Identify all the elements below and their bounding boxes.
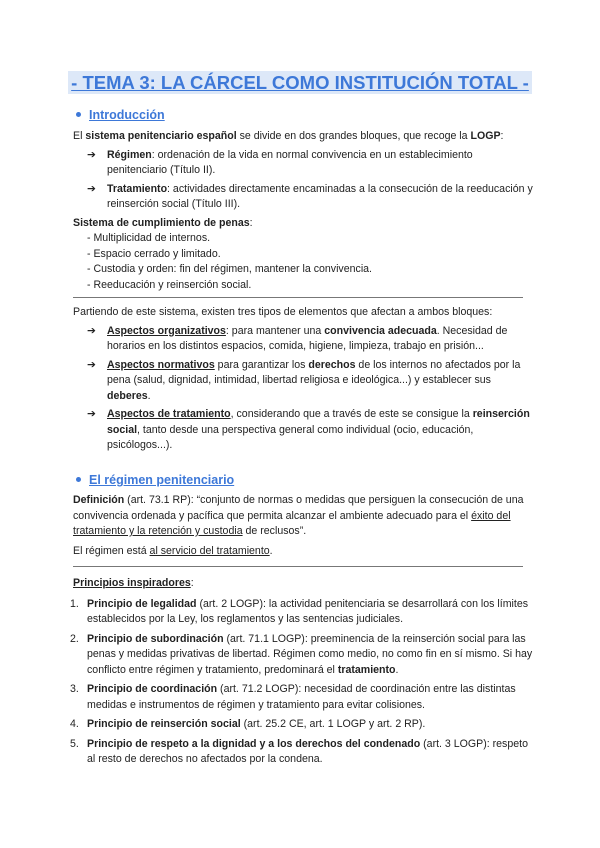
section-heading-text: El régimen penitenciario xyxy=(89,473,235,487)
list-item: 3. Principio de coordinación (art. 71.2 LOGP): necesidad de coordinación entre las distintas medidas e instrumentos de régimen y tratamiento para evitar colisiones. xyxy=(70,683,516,711)
list-item: 5. Principio de respeto a la dignidad y a los derechos del condenado (art. 3 LOGP): respeto al resto de derechos no afectados por la condena. xyxy=(70,737,528,765)
arrow-icon: ➔ xyxy=(87,358,96,371)
arrow-icon: ➔ xyxy=(87,324,96,337)
list-item: ➔ Aspectos organizativos: para mantener una convivencia adecuada. Necesidad de horarios en los distintos espacios, comida, higiene, limpieza, trabajo en prisión... xyxy=(87,324,508,352)
definicion-paragraph: Definición (art. 73.1 RP): “conjunto de normas o medidas que persiguen la consecución de una convivencia ordenada y pacífica que permita alcanzar el ambiente adecuado para el éxito del tratamiento y la retención y custodia de reclusos”. xyxy=(73,494,524,537)
arrow-icon: ➔ xyxy=(87,148,96,161)
list-item: 4. Principio de reinserción social (art. 25.2 CE, art. 1 LOGP y art. 2 RP). xyxy=(70,718,426,730)
principios-list xyxy=(70,597,533,768)
intro-paragraph: El sistema penitenciario español se divide en dos grandes bloques, que recoge la LOGP: xyxy=(73,130,504,142)
regimen-block xyxy=(73,493,533,559)
partiendo-paragraph: Partiendo de este sistema, existen tres tipos de elementos que afectan a ambos bloques: xyxy=(73,306,493,318)
list-item: 1. Principio de legalidad (art. 2 LOGP): la actividad penitenciaria se desarrollará con los límites establecidos por la Ley, los reglamentos y las sentencias judiciales. xyxy=(70,597,529,625)
list-item: ➔ Tratamiento: actividades directamente encaminadas a la consecución de la reeducación y reinserción social (Título III). xyxy=(87,182,533,210)
divider xyxy=(73,297,523,298)
list-item: ➔ Aspectos de tratamiento, considerando que a través de este se consigue la reinserción social, tanto desde una perspectiva general como individual (ocio, educación, psicólogos...). xyxy=(87,408,530,451)
section-heading-introduccion xyxy=(76,108,165,122)
divider xyxy=(73,566,523,567)
aspectos-list xyxy=(73,324,533,454)
page-title-text: - TEMA 3: LA CÁRCEL COMO INSTITUCIÓN TOTAL - xyxy=(68,71,532,94)
list-item: - Reeducación y reinserción social. xyxy=(87,278,252,291)
sistema-heading: Sistema de cumplimiento de penas: xyxy=(73,216,253,229)
arrow-icon: ➔ xyxy=(87,182,96,195)
section-heading-regimen xyxy=(76,473,234,487)
bloques-list xyxy=(73,148,533,213)
list-item: ➔ Aspectos normativos para garantizar los derechos de los internos no afectados por la pena (salud, dignidad, intimidad, libertad religiosa e ideológica...) y establecer sus deberes. xyxy=(87,358,521,402)
page-title xyxy=(0,72,600,94)
section-heading-text: Introducción xyxy=(89,108,165,122)
sistema-list xyxy=(73,231,533,293)
list-item: - Espacio cerrado y limitado. xyxy=(87,247,221,260)
list-item: - Multiplicidad de internos. xyxy=(87,232,211,244)
bullet-dot-icon xyxy=(76,112,81,117)
list-item: 2. Principio de subordinación (art. 71.1 LOGP): preeminencia de la reinserción social para las penas y medidas privativas de libertad. Régimen como medio, no como fin en sí mismo. Si hay conflicto entre régimen y tratamiento, predominará el tratamiento. xyxy=(70,632,533,676)
servicio-paragraph: El régimen está al servicio del tratamiento. xyxy=(73,544,273,557)
principios-heading: Principios inspiradores: xyxy=(73,577,194,589)
principios-block xyxy=(70,576,533,772)
list-item: - Custodia y orden: fin del régimen, mantener la convivencia. xyxy=(87,263,373,275)
bullet-dot-icon xyxy=(76,477,81,482)
intro-block xyxy=(73,129,533,293)
list-item: ➔ Régimen: ordenación de la vida en normal convivencia en un establecimiento penitenciario (Título II). xyxy=(87,148,473,176)
partiendo-block xyxy=(73,305,533,457)
arrow-icon: ➔ xyxy=(87,408,96,420)
